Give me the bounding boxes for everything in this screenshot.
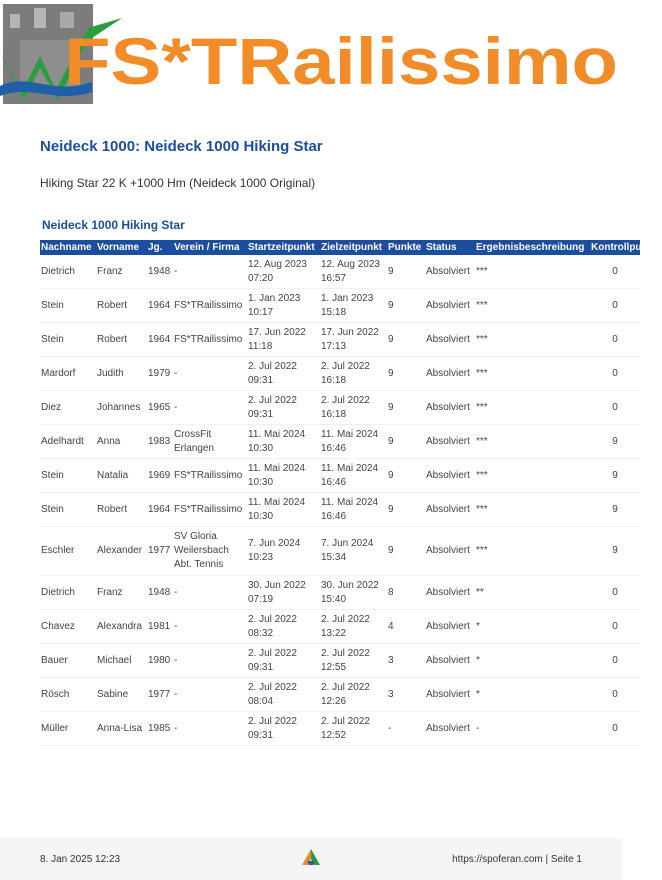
table-row xyxy=(40,610,640,644)
cell-jahrgang: 1980 xyxy=(147,644,173,678)
cell-status: Absolviert xyxy=(425,255,475,289)
cell-nachname: Müller xyxy=(40,712,96,746)
cell-zielzeitpunkt: 17. Jun 2022 17:13 xyxy=(320,323,387,357)
cell-zielzeitpunkt: 2. Jul 2022 12:55 xyxy=(320,644,387,678)
cell-jahrgang: 1948 xyxy=(147,576,173,610)
cell-startzeitpunkt: 2. Jul 2022 09:31 xyxy=(247,391,320,425)
cell-punkte: 9 xyxy=(387,459,425,493)
cell-startzeitpunkt: 2. Jul 2022 09:31 xyxy=(247,644,320,678)
cell-vorname: Anna-Lisa xyxy=(96,712,147,746)
trailissimo-logo xyxy=(0,0,622,110)
cell-verein: FS*TRailissimo xyxy=(173,493,247,527)
cell-punkte: 9 xyxy=(387,289,425,323)
cell-nachname: Rösch xyxy=(40,678,96,712)
cell-vorname: Judith xyxy=(96,357,147,391)
cell-jahrgang: 1983 xyxy=(147,425,173,459)
cell-verein: - xyxy=(173,357,247,391)
cell-zielzeitpunkt: 1. Jan 2023 15:18 xyxy=(320,289,387,323)
cell-ergebnisbeschreibung: *** xyxy=(475,493,590,527)
column-header-punkte: Punkte xyxy=(387,240,425,255)
cell-ergebnisbeschreibung: - xyxy=(475,712,590,746)
cell-zielzeitpunkt: 30. Jun 2022 15:40 xyxy=(320,576,387,610)
cell-nachname: Dietrich xyxy=(40,255,96,289)
cell-kontrollpunkte: 0 xyxy=(590,289,640,323)
column-header-ergebnisbeschreibung: Ergebnisbeschreibung xyxy=(475,240,590,255)
cell-startzeitpunkt: 12. Aug 2023 07:20 xyxy=(247,255,320,289)
cell-zielzeitpunkt: 11. Mai 2024 16:46 xyxy=(320,493,387,527)
table-header xyxy=(40,240,662,255)
cell-startzeitpunkt: 11. Mai 2024 10:30 xyxy=(247,425,320,459)
cell-kontrollpunkte: 0 xyxy=(590,644,640,678)
cell-kontrollpunkte: 0 xyxy=(590,712,640,746)
results-table xyxy=(40,240,662,746)
cell-ergebnisbeschreibung: *** xyxy=(475,425,590,459)
cell-vorname: Anna xyxy=(96,425,147,459)
table-row xyxy=(40,712,640,746)
cell-vorname: Natalia xyxy=(96,459,147,493)
section-title: Neideck 1000 Hiking Star xyxy=(42,218,185,232)
cell-punkte: 9 xyxy=(387,425,425,459)
cell-status: Absolviert xyxy=(425,610,475,644)
cell-vorname: Franz xyxy=(96,255,147,289)
cell-startzeitpunkt: 2. Jul 2022 08:04 xyxy=(247,678,320,712)
cell-jahrgang: 1981 xyxy=(147,610,173,644)
cell-zielzeitpunkt: 11. Mai 2024 16:46 xyxy=(320,425,387,459)
cell-startzeitpunkt: 30. Jun 2022 07:19 xyxy=(247,576,320,610)
cell-startzeitpunkt: 17. Jun 2022 11:18 xyxy=(247,323,320,357)
column-header-startzeitpunkt: Startzeitpunkt xyxy=(247,240,320,255)
cell-verein: - xyxy=(173,610,247,644)
cell-nachname: Dietrich xyxy=(40,576,96,610)
spoferan-logo-icon xyxy=(301,848,321,869)
cell-verein: FS*TRailissimo xyxy=(173,459,247,493)
cell-nachname: Mardorf xyxy=(40,357,96,391)
column-header-kontrollpunkte: Kontrollpunkte xyxy=(591,242,662,253)
cell-jahrgang: 1979 xyxy=(147,357,173,391)
cell-verein: SV Gloria Weilersbach Abt. Tennis xyxy=(173,527,247,576)
column-header-status: Status xyxy=(425,240,475,255)
table-row xyxy=(40,357,640,391)
cell-punkte: 9 xyxy=(387,527,425,576)
cell-nachname: Bauer xyxy=(40,644,96,678)
cell-zielzeitpunkt: 2. Jul 2022 12:52 xyxy=(320,712,387,746)
cell-nachname: Adelhardt xyxy=(40,425,96,459)
cell-jahrgang: 1977 xyxy=(147,678,173,712)
cell-punkte: 9 xyxy=(387,323,425,357)
cell-status: Absolviert xyxy=(425,357,475,391)
cell-ergebnisbeschreibung: *** xyxy=(475,459,590,493)
cell-ergebnisbeschreibung: * xyxy=(475,644,590,678)
table-row xyxy=(40,391,640,425)
cell-jahrgang: 1964 xyxy=(147,289,173,323)
cell-zielzeitpunkt: 11. Mai 2024 16:46 xyxy=(320,459,387,493)
cell-kontrollpunkte: 9 xyxy=(590,425,640,459)
cell-nachname: Diez xyxy=(40,391,96,425)
cell-punkte: 3 xyxy=(387,678,425,712)
cell-jahrgang: 1977 xyxy=(147,527,173,576)
table-row xyxy=(40,323,640,357)
cell-startzeitpunkt: 2. Jul 2022 09:31 xyxy=(247,357,320,391)
cell-nachname: Eschler xyxy=(40,527,96,576)
cell-vorname: Michael xyxy=(96,644,147,678)
cell-nachname: Chavez xyxy=(40,610,96,644)
cell-status: Absolviert xyxy=(425,678,475,712)
table-row xyxy=(40,255,640,289)
cell-kontrollpunkte: 9 xyxy=(590,493,640,527)
cell-zielzeitpunkt: 7. Jun 2024 15:34 xyxy=(320,527,387,576)
table-body xyxy=(40,255,640,746)
event-title: Neideck 1000: Neideck 1000 Hiking Star xyxy=(40,138,323,155)
cell-kontrollpunkte: 0 xyxy=(590,255,640,289)
cell-verein: - xyxy=(173,576,247,610)
cell-status: Absolviert xyxy=(425,527,475,576)
cell-verein: FS*TRailissimo xyxy=(173,323,247,357)
cell-status: Absolviert xyxy=(425,323,475,357)
cell-punkte: 9 xyxy=(387,357,425,391)
cell-startzeitpunkt: 2. Jul 2022 08:32 xyxy=(247,610,320,644)
cell-kontrollpunkte: 9 xyxy=(590,459,640,493)
cell-punkte: 8 xyxy=(387,576,425,610)
cell-vorname: Johannes xyxy=(96,391,147,425)
cell-verein: - xyxy=(173,255,247,289)
column-header-nachname: Nachname xyxy=(40,240,96,255)
cell-jahrgang: 1964 xyxy=(147,493,173,527)
cell-kontrollpunkte: 0 xyxy=(590,323,640,357)
cell-vorname: Alexandra xyxy=(96,610,147,644)
event-subtitle: Hiking Star 22 K +1000 Hm (Neideck 1000 Original) xyxy=(40,176,316,190)
cell-verein: - xyxy=(173,391,247,425)
cell-kontrollpunkte: 0 xyxy=(590,391,640,425)
table-row xyxy=(40,459,640,493)
cell-punkte: 9 xyxy=(387,255,425,289)
table-row xyxy=(40,289,640,323)
cell-kontrollpunkte: 0 xyxy=(590,610,640,644)
cell-kontrollpunkte: 0 xyxy=(590,576,640,610)
cell-ergebnisbeschreibung: ** xyxy=(475,576,590,610)
cell-jahrgang: 1948 xyxy=(147,255,173,289)
cell-startzeitpunkt: 11. Mai 2024 10:30 xyxy=(247,459,320,493)
cell-zielzeitpunkt: 2. Jul 2022 13:22 xyxy=(320,610,387,644)
cell-zielzeitpunkt: 2. Jul 2022 12:26 xyxy=(320,678,387,712)
cell-ergebnisbeschreibung: * xyxy=(475,678,590,712)
cell-punkte: 4 xyxy=(387,610,425,644)
cell-ergebnisbeschreibung: *** xyxy=(475,527,590,576)
cell-status: Absolviert xyxy=(425,712,475,746)
cell-vorname: Robert xyxy=(96,493,147,527)
table-row xyxy=(40,493,640,527)
cell-startzeitpunkt: 2. Jul 2022 09:31 xyxy=(247,712,320,746)
table-row xyxy=(40,425,640,459)
cell-status: Absolviert xyxy=(425,425,475,459)
table-row xyxy=(40,576,640,610)
cell-ergebnisbeschreibung: *** xyxy=(475,357,590,391)
column-header-vorname: Vorname xyxy=(96,240,147,255)
cell-jahrgang: 1985 xyxy=(147,712,173,746)
cell-jahrgang: 1964 xyxy=(147,323,173,357)
cell-zielzeitpunkt: 12. Aug 2023 16:57 xyxy=(320,255,387,289)
cell-jahrgang: 1969 xyxy=(147,459,173,493)
cell-ergebnisbeschreibung: *** xyxy=(475,323,590,357)
cell-status: Absolviert xyxy=(425,644,475,678)
cell-punkte: 9 xyxy=(387,391,425,425)
cell-status: Absolviert xyxy=(425,459,475,493)
cell-zielzeitpunkt: 2. Jul 2022 16:18 xyxy=(320,357,387,391)
column-header-jahrgang: Jg. xyxy=(147,240,173,255)
cell-verein: CrossFit Erlangen xyxy=(173,425,247,459)
cell-nachname: Stein xyxy=(40,493,96,527)
logo-graphic xyxy=(0,0,622,110)
cell-kontrollpunkte: 0 xyxy=(590,678,640,712)
cell-startzeitpunkt: 11. Mai 2024 10:30 xyxy=(247,493,320,527)
cell-verein: - xyxy=(173,644,247,678)
cell-vorname: Alexander xyxy=(96,527,147,576)
table-row xyxy=(40,678,640,712)
cell-status: Absolviert xyxy=(425,576,475,610)
cell-punkte: 9 xyxy=(387,493,425,527)
cell-ergebnisbeschreibung: * xyxy=(475,610,590,644)
cell-nachname: Stein xyxy=(40,289,96,323)
cell-startzeitpunkt: 1. Jan 2023 10:17 xyxy=(247,289,320,323)
cell-punkte: - xyxy=(387,712,425,746)
cell-kontrollpunkte: 9 xyxy=(590,527,640,576)
page-footer xyxy=(0,838,622,880)
cell-ergebnisbeschreibung: *** xyxy=(475,391,590,425)
cell-ergebnisbeschreibung: *** xyxy=(475,289,590,323)
cell-verein: - xyxy=(173,678,247,712)
table-row xyxy=(40,527,640,576)
column-header-zielzeitpunkt: Zielzeitpunkt xyxy=(320,240,387,255)
footer-source: https://spoferan.com | Seite 1 xyxy=(452,854,582,865)
cell-nachname: Stein xyxy=(40,323,96,357)
column-header-verein: Verein / Firma xyxy=(173,240,247,255)
cell-status: Absolviert xyxy=(425,289,475,323)
cell-verein: FS*TRailissimo xyxy=(173,289,247,323)
logo-text: FS*TRailissimo xyxy=(64,24,618,98)
cell-status: Absolviert xyxy=(425,493,475,527)
cell-startzeitpunkt: 7. Jun 2024 10:23 xyxy=(247,527,320,576)
cell-vorname: Robert xyxy=(96,323,147,357)
cell-vorname: Franz xyxy=(96,576,147,610)
cell-nachname: Stein xyxy=(40,459,96,493)
cell-kontrollpunkte: 0 xyxy=(590,357,640,391)
table-row xyxy=(40,644,640,678)
footer-date: 8. Jan 2025 12:23 xyxy=(40,854,121,865)
cell-vorname: Sabine xyxy=(96,678,147,712)
cell-jahrgang: 1965 xyxy=(147,391,173,425)
cell-verein: - xyxy=(173,712,247,746)
cell-punkte: 3 xyxy=(387,644,425,678)
cell-status: Absolviert xyxy=(425,391,475,425)
cell-zielzeitpunkt: 2. Jul 2022 16:18 xyxy=(320,391,387,425)
cell-ergebnisbeschreibung: *** xyxy=(475,255,590,289)
cell-vorname: Robert xyxy=(96,289,147,323)
